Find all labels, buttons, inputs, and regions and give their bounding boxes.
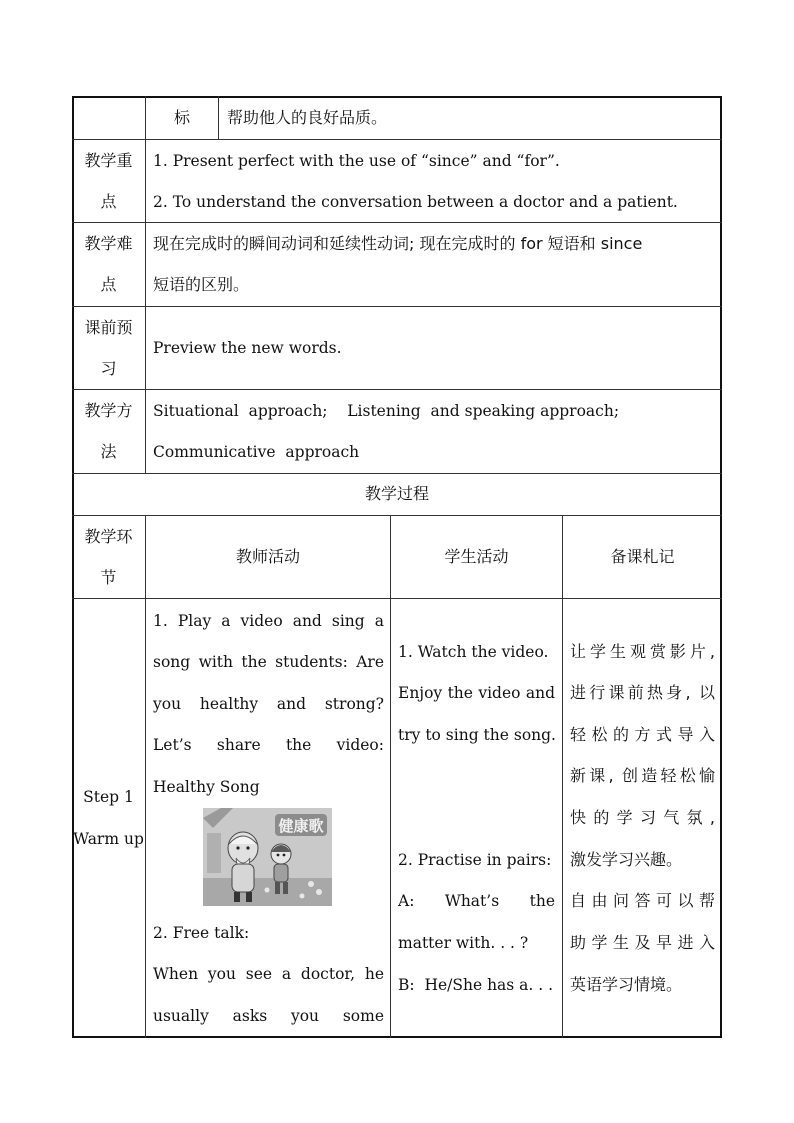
goal-content: 帮助他人的良好品质。 xyxy=(227,108,388,127)
preview-content: Preview the new words. xyxy=(153,339,342,357)
row-divider xyxy=(72,306,722,307)
note-line: 英语学习情境。 xyxy=(570,975,683,994)
note-line: 轻松的方式导入 xyxy=(570,725,715,744)
difficulties-line-1: 现在完成时的瞬间动词和延续性动词; 现在完成时的 for 短语和 since xyxy=(153,234,643,253)
student-line: 1. Watch the video. xyxy=(398,643,549,661)
header-notes: 备课札记 xyxy=(610,547,675,566)
teacher-line: 1. Play a video and sing a xyxy=(153,612,384,630)
column-divider xyxy=(562,515,563,1038)
student-line: try to sing the song. xyxy=(398,726,556,744)
column-divider xyxy=(218,96,219,139)
teacher-line: Let’s share the video: xyxy=(153,736,384,754)
note-line: 新课, 创造轻松愉 xyxy=(570,766,715,785)
header-step-1: 教学环 xyxy=(84,527,133,546)
teacher-line: song with the students: Are xyxy=(153,653,384,671)
key-points-line-1: 1. Present perfect with the use of “since” and “for”. xyxy=(153,152,560,170)
teacher-line: you healthy and strong? xyxy=(153,695,384,713)
preview-label-2: 习 xyxy=(100,359,117,378)
note-line: 激发学习兴趣。 xyxy=(570,850,683,869)
process-title: 教学过程 xyxy=(364,484,429,503)
cartoon-image xyxy=(203,808,332,906)
column-divider xyxy=(390,515,391,1038)
header-step-2: 节 xyxy=(100,568,117,587)
methods-label-1: 教学方 xyxy=(84,401,133,420)
methods-line-1: Situational approach; Listening and speaking approach; xyxy=(153,402,620,420)
header-student: 学生活动 xyxy=(444,547,509,566)
student-line: 2. Practise in pairs: xyxy=(398,851,552,869)
step-name-1: Step 1 xyxy=(83,788,134,806)
preview-label-1: 课前预 xyxy=(84,318,133,337)
header-teacher: 教师活动 xyxy=(235,547,300,566)
key-points-label-2: 点 xyxy=(100,192,117,211)
student-line: Enjoy the video and xyxy=(398,684,555,702)
difficulties-label-2: 点 xyxy=(100,275,117,294)
teacher-line: 2. Free talk: xyxy=(153,924,250,942)
thumbnail-caption: 健康歌 xyxy=(278,817,324,835)
column-divider xyxy=(145,96,146,473)
teacher-line: When you see a doctor, he xyxy=(153,965,384,983)
note-line: 助学生及早进入 xyxy=(570,933,715,952)
note-line: 进行课前热身, 以 xyxy=(570,683,715,702)
teacher-line: usually asks you some xyxy=(153,1007,384,1025)
goal-label: 标 xyxy=(173,108,190,127)
student-line: matter with. . . ? xyxy=(398,934,529,952)
student-line: B: He/She has a. . . xyxy=(398,976,554,994)
note-line: 让学生观赏影片, xyxy=(570,642,715,661)
key-points-label-1: 教学重 xyxy=(84,151,133,170)
methods-label-2: 法 xyxy=(100,442,117,461)
healthy-song-video-thumbnail xyxy=(203,808,332,906)
student-line: A: What’s the xyxy=(398,892,555,910)
difficulties-line-2: 短语的区别。 xyxy=(153,275,250,294)
difficulties-label-1: 教学难 xyxy=(84,234,133,253)
note-line: 自由问答可以帮 xyxy=(570,891,715,910)
methods-line-2: Communicative approach xyxy=(153,443,360,461)
column-divider xyxy=(145,515,146,1038)
note-line: 快的学习气氛, xyxy=(570,808,715,827)
teacher-line: Healthy Song xyxy=(153,778,260,796)
key-points-line-2: 2. To understand the conversation between a doctor and a patient. xyxy=(153,193,678,211)
row-divider xyxy=(72,515,722,516)
step-name-2: Warm up xyxy=(73,830,144,848)
row-divider xyxy=(72,598,722,599)
